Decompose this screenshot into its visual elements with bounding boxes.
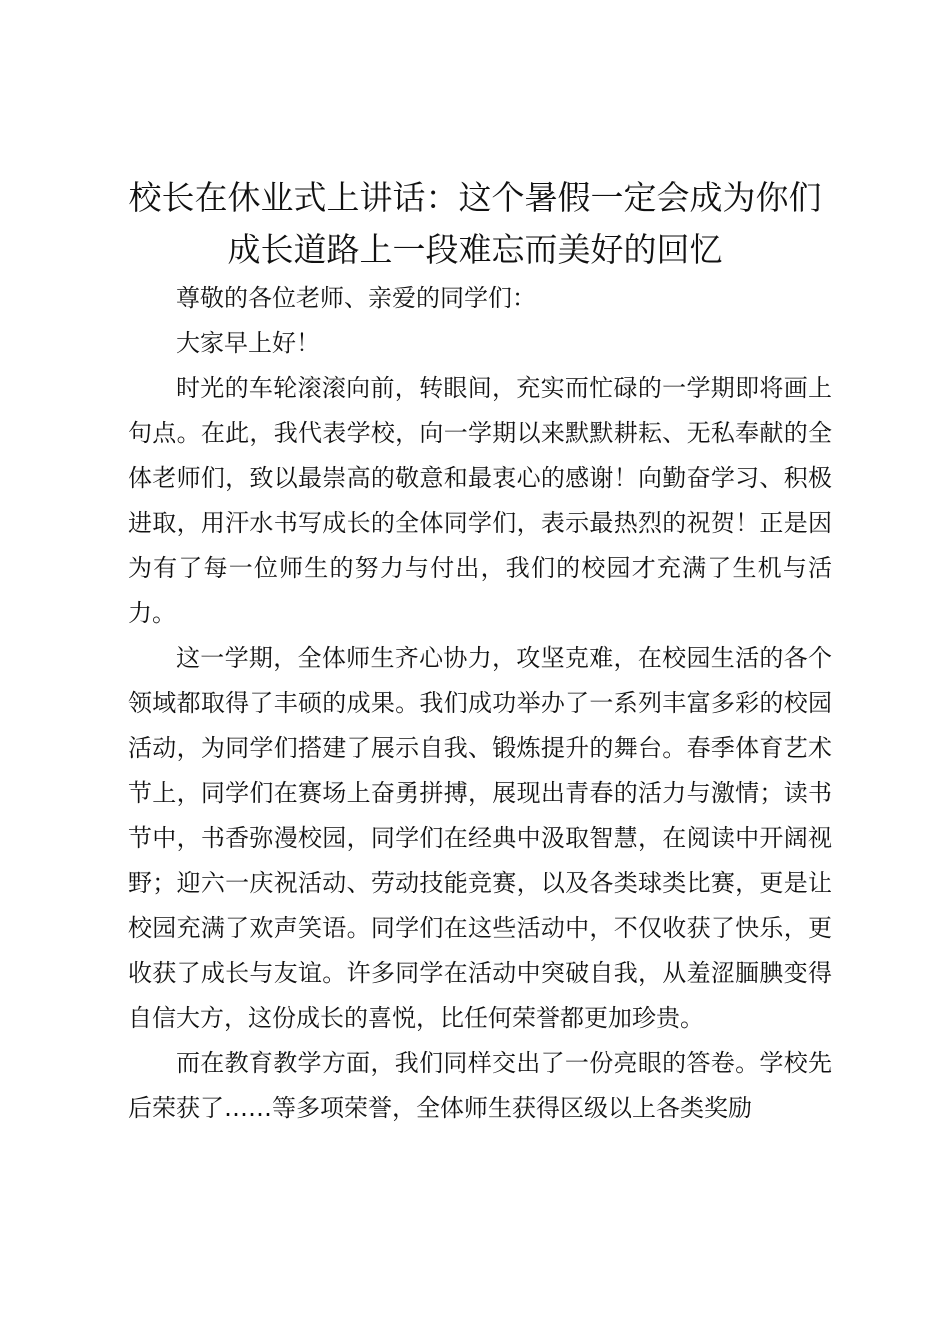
paragraph: 而在教育教学方面，我们同样交出了一份亮眼的答卷。学校先后荣获了……等多项荣誉，全体师生获得区级以上各类奖励 bbox=[128, 1049, 832, 1122]
paragraph: 这一学期，全体师生齐心协力，攻坚克难，在校园生活的各个领域都取得了丰硕的成果。我们成功举办了一系列丰富多彩的校园活动，为同学们搭建了展示自我、锻炼提升的舞台。春季体育艺术节上，同学们在赛场上奋勇拼搏，展现出青春的活力与激情；读书节中，书香弥漫校园，同学们在经典中汲取智慧，在阅读中开阔视野；迎六一庆祝活动、劳动技能竞赛，以及各类球类比赛，更是让校园充满了欢声笑语。同学们在这些活动中，不仅收获了快乐，更收获了成长与友谊。许多同学在活动中突破自我，从羞涩腼腆变得自信大方，这份成长的喜悦，比任何荣誉都更加珍贵。 bbox=[128, 644, 832, 1032]
salutation: 尊敬的各位老师、亲爱的同学们： bbox=[176, 284, 536, 312]
paragraph: 时光的车轮滚滚向前，转眼间，充实而忙碌的一学期即将画上句点。在此，我代表学校，向一学期以来默默耕耘、无私奉献的全体老师们，致以最崇高的敬意和最衷心的感谢！向勤奋学习、积极进取，用汗水书写成长的全体同学们，表示最热烈的祝贺！正是因为有了每一位师生的努力与付出，我们的校园才充满了生机与活力。 bbox=[128, 374, 832, 627]
document-title: 校长在休业式上讲话：这个暑假一定会成为你们成长道路上一段难忘而美好的回忆 bbox=[128, 178, 822, 269]
greeting: 大家早上好！ bbox=[176, 329, 320, 357]
document-body bbox=[128, 276, 832, 1131]
